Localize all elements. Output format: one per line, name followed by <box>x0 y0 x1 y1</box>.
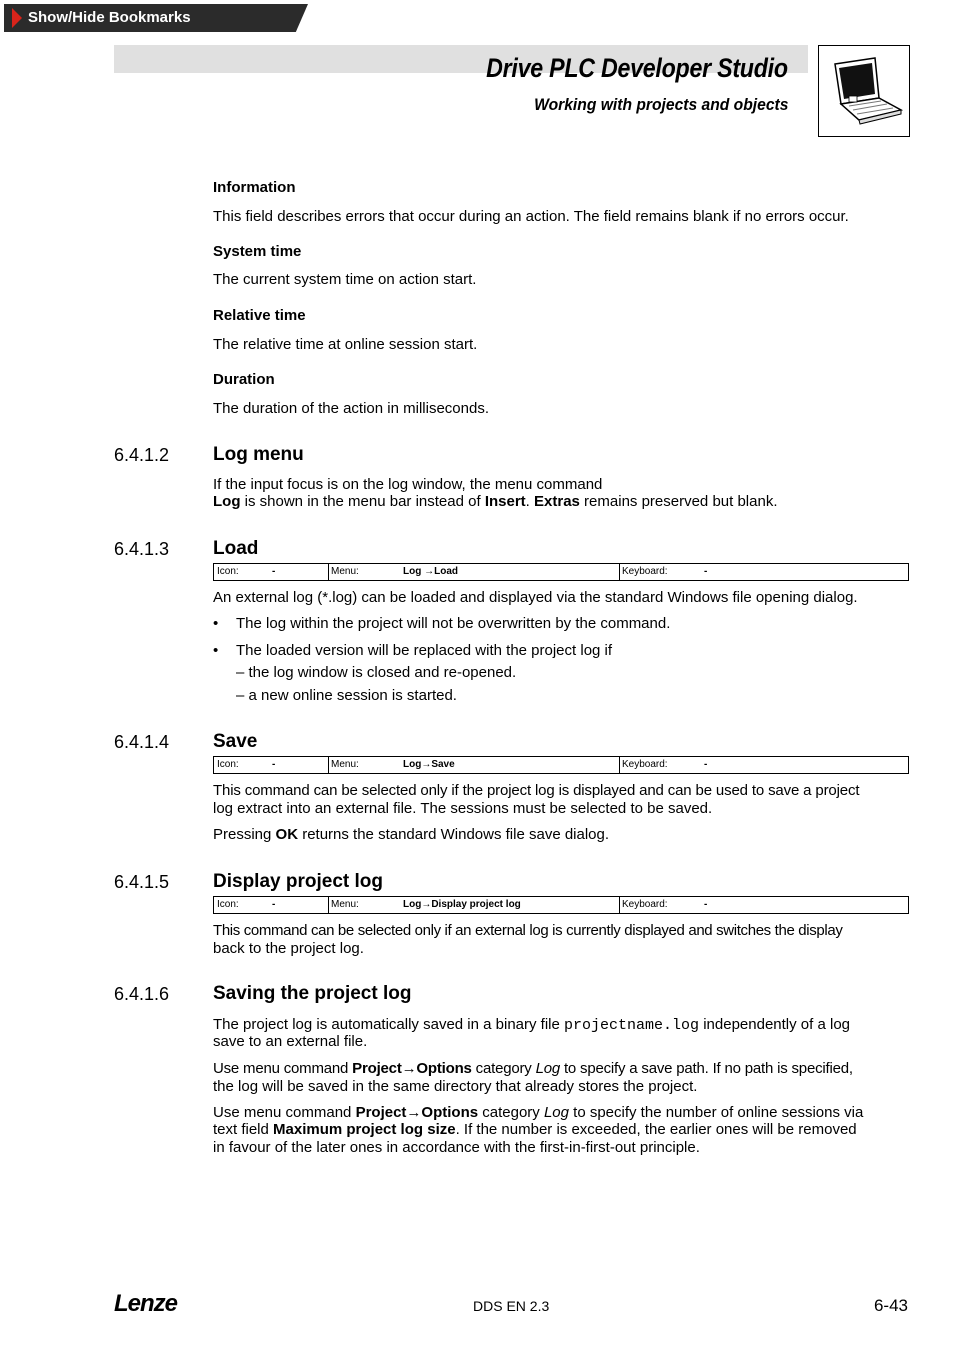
saving-text-2: Use menu command Project→Options category Log to specify a save path. If no path is specified, <box>213 1060 853 1077</box>
saving-text-3: Use menu command Project→Options category Log to specify the number of online sessions via <box>213 1104 864 1121</box>
field-text-system-time: The current system time on action start. <box>213 271 477 288</box>
field-heading-duration: Duration <box>213 371 275 388</box>
display-text-1: This command can be selected only if an external log is currently displayed and switches the display <box>213 922 843 939</box>
section-number: 6.4.1.5 <box>114 872 170 892</box>
section-number: 6.4.1.2 <box>114 445 170 465</box>
saving-text-3b: text field Maximum project log size. If the number is exceeded, the earlier ones will be removed <box>213 1121 857 1138</box>
field-text-duration: The duration of the action in milliseconds. <box>213 400 489 417</box>
section-title-save: Save <box>213 731 258 752</box>
section-title-log-menu: Log menu <box>213 444 304 465</box>
field-text-information: This field describes errors that occur during an action. The field remains blank if no errors occur. <box>213 208 849 225</box>
saving-text-3c: in favour of the later ones in accordance with the first-in-first-out principle. <box>213 1139 700 1156</box>
page-number: 6-43 <box>873 1296 908 1315</box>
command-table-load: Icon: - Menu: Log →Load Keyboard: - <box>213 563 909 581</box>
load-bullet-1: The log within the project will not be overwritten by the command. <box>236 615 671 632</box>
saving-text-1: The project log is automatically saved in a binary file projectname.log independently of a log <box>213 1016 850 1034</box>
section-title-saving-project-log: Saving the project log <box>213 983 412 1004</box>
save-text-3: Pressing OK returns the standard Windows file save dialog. <box>213 826 610 843</box>
section-title-load: Load <box>213 538 259 559</box>
page-subtitle: Working with projects and objects <box>533 95 788 114</box>
display-text-2: back to the project log. <box>213 940 364 957</box>
saving-text-2b: the log will be saved in the same directory that already stores the project. <box>213 1078 698 1095</box>
laptop-icon <box>818 45 910 137</box>
load-subitem-1: – the log window is closed and re-opened. <box>236 664 517 681</box>
field-heading-system-time: System time <box>213 243 302 260</box>
bullet-icon: • <box>213 615 219 632</box>
load-text: An external log (*.log) can be loaded and displayed via the standard Windows file opening dialog. <box>213 589 858 606</box>
section-title-display-project-log: Display project log <box>213 871 383 892</box>
section-number: 6.4.1.6 <box>114 984 170 1004</box>
bullet-icon: • <box>213 642 219 659</box>
save-text-1: This command can be selected only if the project log is displayed and can be used to save a project <box>213 782 860 799</box>
field-heading-information: Information <box>213 179 296 196</box>
command-table-save: Icon: - Menu: Log→Save Keyboard: - <box>213 756 909 774</box>
red-arrow-icon <box>12 8 22 28</box>
lenze-logo: Lenze <box>114 1290 178 1317</box>
page-title: Drive PLC Developer Studio <box>486 53 788 83</box>
section-number: 6.4.1.3 <box>114 539 170 559</box>
saving-text-1b: save to an external file. <box>213 1033 368 1050</box>
load-subitem-2: – a new online session is started. <box>236 687 457 704</box>
log-menu-text-2: Log is shown in the menu bar instead of Insert. Extras remains preserved but blank. <box>213 493 778 510</box>
document-id: DDS EN 2.3 <box>473 1298 550 1314</box>
field-heading-relative-time: Relative time <box>213 307 306 324</box>
log-menu-text: If the input focus is on the log window, the menu command <box>213 476 603 493</box>
save-text-2: log extract into an external file. The sessions must be selected to be saved. <box>213 800 713 817</box>
load-bullet-2: The loaded version will be replaced with the project log if <box>236 642 613 659</box>
field-text-relative-time: The relative time at online session start. <box>213 336 478 353</box>
command-table-display: Icon: - Menu: Log→Display project log Keyboard: - <box>213 896 909 914</box>
show-hide-bookmarks-label: Show/Hide Bookmarks <box>28 9 191 26</box>
section-number: 6.4.1.4 <box>114 732 170 752</box>
